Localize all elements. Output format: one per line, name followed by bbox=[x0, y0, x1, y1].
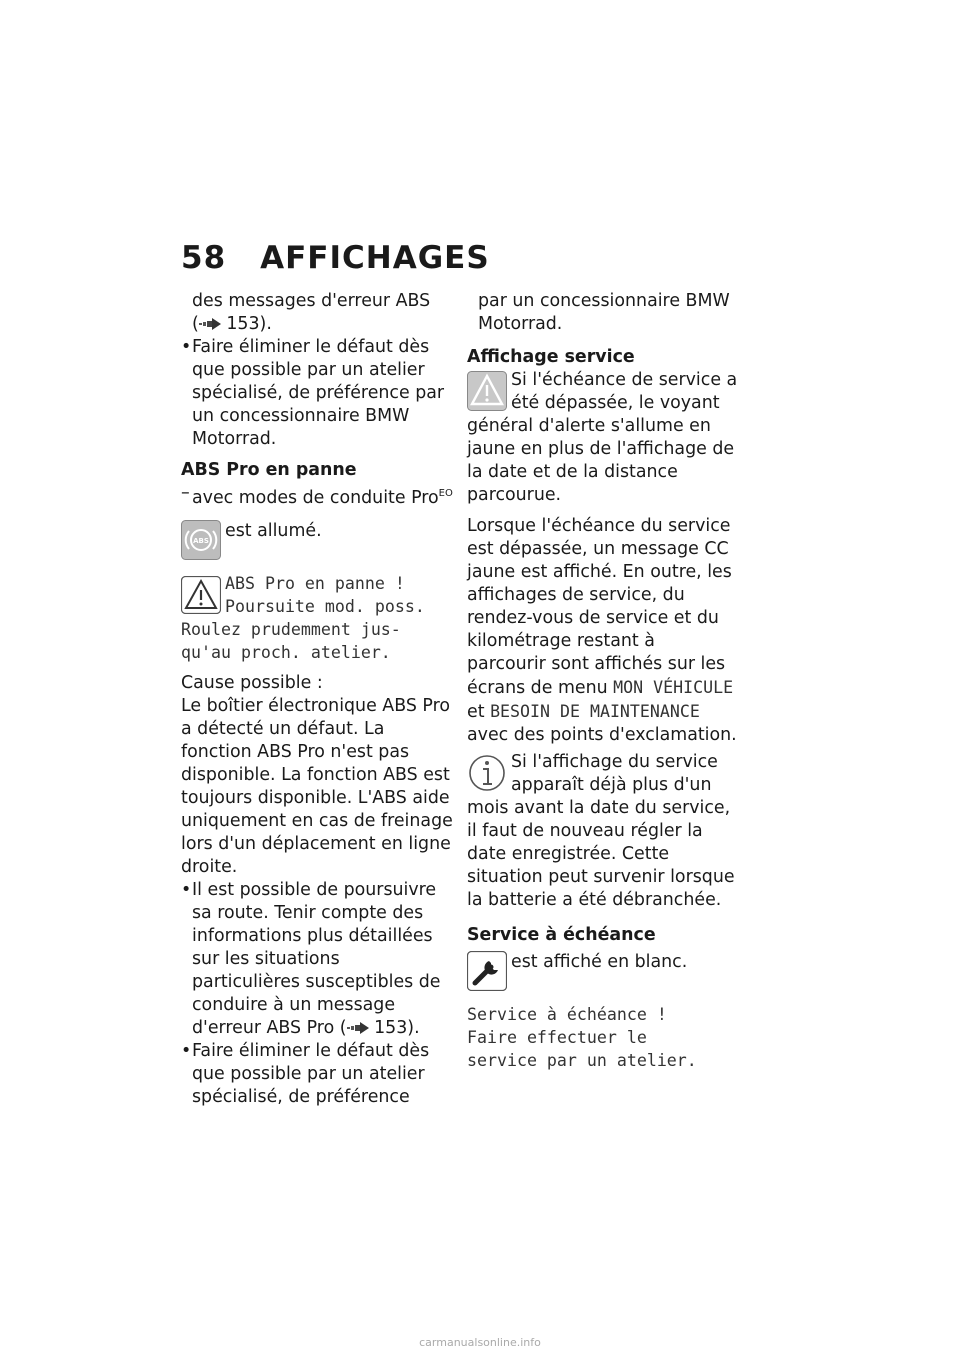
message-line: service par un atelier. bbox=[467, 1051, 697, 1070]
page-number: 58 bbox=[181, 240, 227, 276]
cause-label: Cause possible : bbox=[181, 672, 323, 693]
continued-text: par un concessionnaire BMW Motorrad. bbox=[478, 291, 730, 334]
service-message bbox=[467, 1003, 739, 1072]
page-reference[interactable]: 153 bbox=[226, 314, 260, 334]
page-header bbox=[181, 240, 490, 276]
cause-text: Le boîtier électronique ABS Pro a détecté un défaut. La fonction ABS Pro n'est pas disponible. La fonction ABS est toujours disponible. L'ABS aide uniquement en cas de freinage lors d'un déplacement en ligne droite. bbox=[181, 695, 453, 877]
continued-text: des messages d'erreur ABS ( 153). bbox=[192, 291, 431, 334]
paragraph-text: Lorsque l'échéance du service est dépassée, un message CC jaune est affiché. En outre, les affichages de service, du rendez-vous de service et du kilométrage restant à parcourir sont affichés sur les écrans de menu bbox=[467, 516, 732, 698]
svg-text:ABS: ABS bbox=[193, 536, 209, 545]
lamp-text: est allumé. bbox=[225, 520, 322, 541]
warning-triangle-icon bbox=[181, 576, 221, 618]
info-block bbox=[467, 751, 739, 912]
list-item: • Faire éliminer le défaut dès que possible par un atelier spécialisé, de préférence par un concessionnaire BMW Motorrad. bbox=[181, 336, 453, 451]
wrench-icon bbox=[467, 951, 507, 995]
wrench-text: est affiché en blanc. bbox=[511, 952, 688, 972]
info-text: Si l'affichage du service apparaît déjà plus d'un mois avant la date du service, il faut de nouveau régler la date enregistrée. Cette situation peut survenir lorsque la batterie a été débranchée. bbox=[467, 752, 735, 910]
right-column bbox=[467, 290, 739, 1072]
condition-item bbox=[181, 482, 453, 510]
message-lines-cont bbox=[181, 618, 453, 664]
message-line: qu'au proch. atelier. bbox=[181, 642, 391, 662]
section-title: Service à échéance bbox=[467, 925, 656, 945]
message-line: Service à échéance ! bbox=[467, 1005, 667, 1024]
wrench-row bbox=[467, 951, 739, 995]
section-title: Affichage service bbox=[467, 347, 635, 367]
section-title: ABS Pro en panne bbox=[181, 460, 357, 480]
conjunction: et bbox=[467, 702, 485, 722]
warning-row bbox=[181, 573, 453, 618]
page-title: AFFICHAGES bbox=[260, 240, 490, 276]
warning-triangle-icon bbox=[467, 371, 507, 411]
paragraph-text: avec des points d'exclamation. bbox=[467, 725, 737, 745]
list-item: • Il est possible de poursuivre sa route. Tenir compte des informations plus détaillées sur les situations particulières susceptibles de conduire à un message d'erreur ABS Pro ( 153). bbox=[181, 879, 453, 1040]
condition-text: avec modes de conduite Pro bbox=[192, 487, 439, 508]
arrow-ref-icon bbox=[199, 318, 221, 330]
menu-name: BESOIN DE MAINTENANCE bbox=[490, 702, 700, 721]
service-text: Si l'échéance de service a été dépassée, le voyant général d'alerte s'allume en jaune en plus de l'affichage de la date et de la distance parcourue. bbox=[467, 370, 738, 505]
service-paragraph bbox=[467, 515, 739, 747]
info-icon bbox=[467, 753, 507, 793]
message-lines bbox=[225, 572, 425, 618]
condition-superscript: EO bbox=[438, 488, 453, 499]
footer-watermark: carmanualsonline.info bbox=[419, 1336, 541, 1349]
lamp-row bbox=[181, 520, 453, 564]
continued-text-line: des messages d'erreur ABS bbox=[192, 291, 431, 311]
page-reference[interactable]: 153 bbox=[374, 1017, 408, 1038]
message-line: ABS Pro en panne ! bbox=[225, 573, 405, 593]
abs-lamp-icon bbox=[181, 520, 221, 564]
list-item-text: Il est possible de poursuivre sa route. Tenir compte des informations plus détaillées sur les situations particulières susceptibles de conduire à un message d'erreur ABS Pro bbox=[192, 879, 441, 1038]
message-line: Roulez prudemment jus- bbox=[181, 619, 401, 639]
list-item: • Faire éliminer le défaut dès que possible par un atelier spécialisé, de préférence bbox=[181, 1040, 453, 1109]
service-block bbox=[467, 369, 739, 507]
message-line: Poursuite mod. poss. bbox=[225, 596, 425, 616]
arrow-ref-icon bbox=[347, 1022, 369, 1034]
menu-name: MON VÉHICULE bbox=[613, 678, 734, 697]
message-line: Faire effectuer le bbox=[467, 1028, 647, 1047]
left-column bbox=[181, 290, 453, 1109]
